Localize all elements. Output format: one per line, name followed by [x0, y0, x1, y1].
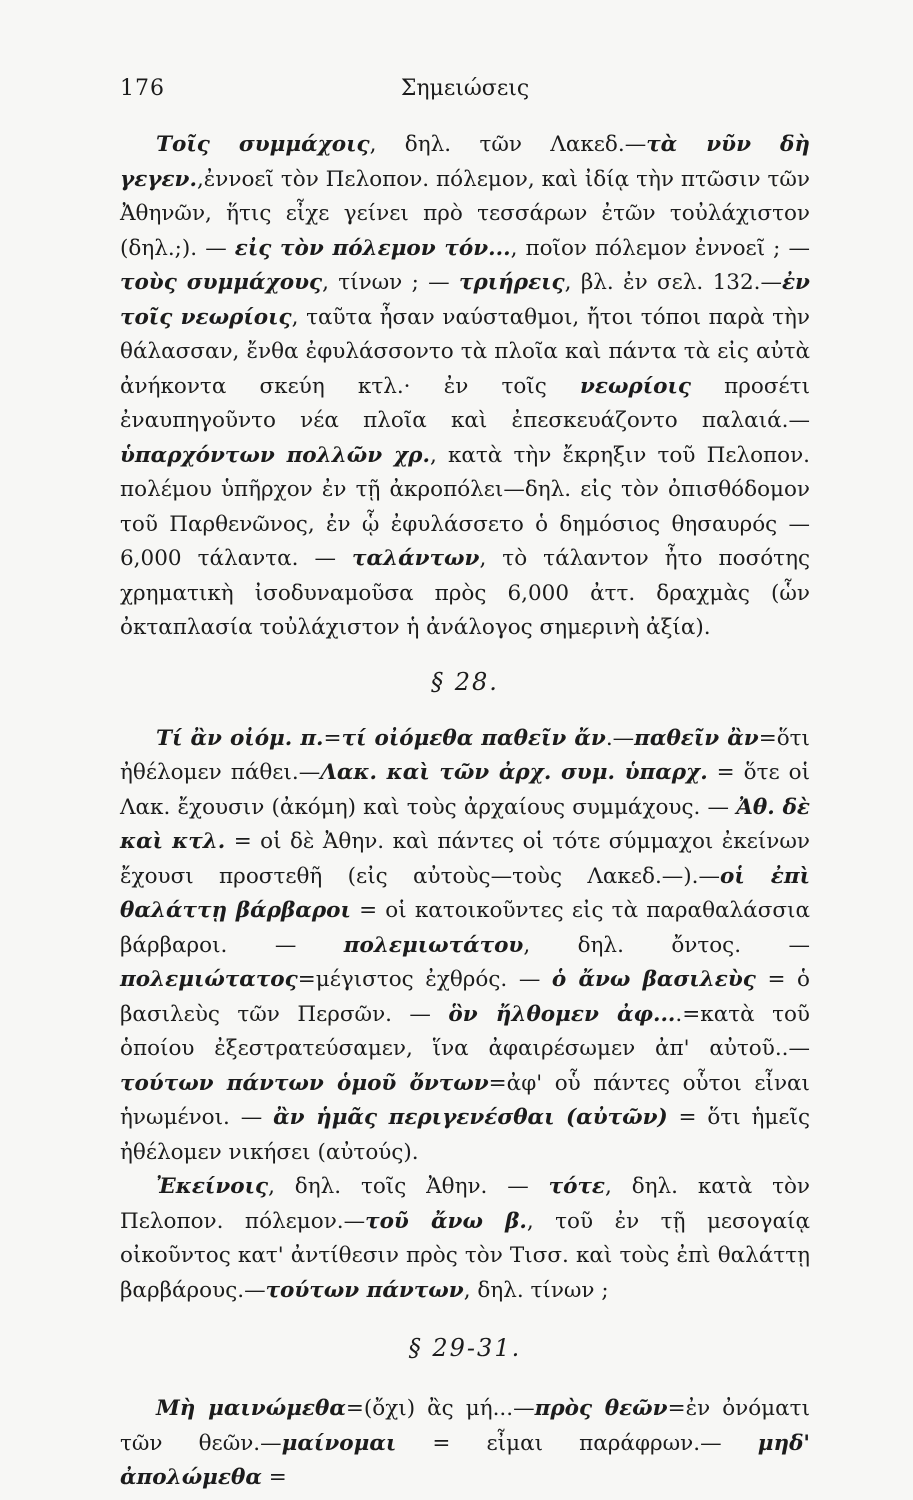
note-text: προσέτι ἐναυπηγοῦντο νέα πλοῖα καὶ ἐπεσκευάζοντο παλαιά.—	[120, 373, 810, 433]
lemma-term: Ἀθ. δὲ καὶ κτλ.	[120, 794, 811, 854]
note-text: , τίνων ; —	[322, 270, 459, 295]
note-text: = οἱ κατοικοῦντες εἰς τὰ παραθαλάσσια βάρβαροι. —	[120, 898, 810, 958]
note-text: = ὅτε οἱ Λακ. ἔχουσιν (ἀκόμη) καὶ τοὺς ἀρχαίους συμμάχους. —	[120, 760, 810, 820]
lemma-term: παθεῖν ἂν	[634, 725, 759, 751]
lemma-term: τούτων πάντων ὁμοῦ ὄντων	[120, 1070, 489, 1096]
note-text: , τὸ τάλαντον ἦτο ποσότης χρηματικὴ ἰσοδυναμοῦσα πρὸς 6,000 ἀττ. δραχμὰς (ὧν ὀκταπλασία τοὐλάχιστον ἡ ἀνάλογος σημερινὴ ἀξία).	[120, 546, 811, 640]
page-number: 176	[120, 76, 165, 101]
note-text: =(ὄχι) ἂς μή...—	[345, 1396, 535, 1421]
note-text: = ὁ βασιλεὺς τῶν Περσῶν. —	[120, 967, 810, 1027]
lemma-term: μαίνομαι	[281, 1430, 397, 1456]
note-text: =	[261, 1465, 287, 1490]
lemma-term: πολεμιώτατος	[120, 967, 298, 992]
note-text: =ὅτι ἠθέλομεν πάθει.—	[120, 725, 810, 785]
note-text: = ὅτι ἡμεῖς ἠθέλομεν νικήσει (αὐτούς).	[120, 1105, 810, 1165]
lemma-term: τούτων πάντων	[265, 1277, 464, 1303]
note-text: , τοῦ ἐν τῇ μεσογαίᾳ οἰκοῦντος κατ' ἀντίθεσιν πρὸς τὸν Τισσ. καὶ τοὺς ἐπὶ θαλάττῃ βαρβάρους.—	[120, 1208, 810, 1303]
lemma-term: εἰς τὸν πόλεμον τόν...	[234, 235, 511, 261]
note-text: = εἶμαι παράφρων.—	[396, 1430, 758, 1456]
note-text: ,ἐννοεῖ τὸν Πελοπον. πόλεμον, καὶ ἰδίᾳ τὴν πτῶσιν τῶν Ἀθηνῶν, ἥτις εἶχε γείνει πρὸ τεσσάρων ἐτῶν τοὐλάχιστον (δηλ.;). —	[120, 166, 810, 261]
note-text: .=κατὰ τοῦ ὁποίου ἐξεστρατεύσαμεν, ἵνα ἀφαιρέσωμεν ἀπ' αὐτοῦ..—	[120, 1001, 811, 1061]
note-paragraph	[120, 1392, 810, 1496]
note-text: , ποῖον πόλεμον ἐννοεῖ ; —	[510, 235, 810, 261]
lemma-term: Τοῖς συμμάχοις	[156, 132, 370, 157]
lemma-term: Τί ἂν οἰόμ. π.	[156, 725, 324, 751]
lemma-term: τότε	[548, 1174, 605, 1199]
lemma-term: μηδ' ἀπολώμεθα	[120, 1430, 810, 1490]
note-text: , βλ. ἐν σελ. 132.—	[564, 270, 782, 295]
note-text: , δηλ. ὄντος. —	[523, 932, 810, 958]
lemma-term: Μὴ μαινώμεθα	[156, 1396, 346, 1421]
lemma-term: ἐν τοῖς νεωρίοις	[120, 270, 810, 330]
note-text: =ἐν ὀνόματι τῶν θεῶν.—	[120, 1396, 810, 1456]
note-text: , κατὰ τὴν ἔκρηξιν τοῦ Πελοπον. πολέμου ὑπῆρχον ἐν τῇ ἀκροπόλει—δηλ. εἰς τὸν ὀπισθόδομον τοῦ Παρθενῶνος, ἐν ᾧ ἐφυλάσσετο ὁ δημόσιος θησαυρός — 6,000 τάλαντα. —	[120, 442, 811, 571]
page-header	[120, 76, 810, 108]
lemma-term: ταλάντων	[352, 546, 480, 571]
lemma-term: πρὸς θεῶν	[534, 1396, 668, 1421]
lemma-term: τοῦ ἄνω β.	[365, 1208, 527, 1234]
section-heading: § 28.	[431, 667, 499, 696]
lemma-term: ἂν ἡμᾶς περιγενέσθαι (αὐτῶν)	[273, 1105, 668, 1130]
note-paragraph	[120, 1170, 810, 1308]
lemma-term: Ἐκείνοις	[156, 1174, 269, 1199]
lemma-term: τριήρεις	[458, 270, 565, 295]
lemma-term: ὃν ἤλθομεν ἀφ...	[448, 1001, 676, 1027]
lemma-term: Λακ. καὶ τῶν ἀρχ. συμ. ὑπαρχ.	[320, 760, 708, 785]
lemma-term: τί οἰόμεθα παθεῖν ἄν	[341, 725, 606, 751]
lemma-term: ὑπαρχόντων πολλῶν χρ.	[120, 442, 430, 468]
note-text: = οἱ δὲ Ἀθην. καὶ πάντες οἱ τότε σύμμαχοι ἐκείνων ἔχουσι προστεθῆ (εἰς αὐτοὺς—τοὺς Λακεδ.—).—	[120, 829, 810, 889]
lemma-term: πολεμιωτάτου	[343, 932, 524, 958]
note-text: , δηλ. τίνων ;	[463, 1277, 609, 1303]
note-text: =μέγιστος ἐχθρός. —	[297, 967, 552, 992]
note-text: =ἀφ' οὗ πάντες οὗτοι εἶναι ἡνωμένοι. —	[120, 1070, 810, 1130]
section-heading: § 29-31.	[408, 1334, 522, 1362]
note-text: , ταῦτα ἦσαν ναύσταθμοι, ἤτοι τόποι παρὰ τὴν θάλασσαν, ἔνθα ἐφυλάσσοντο τὰ πλοῖα καὶ πάντα τὰ εἰς αὐτὰ ἀνήκοντα σκεύη κτλ.· ἐν τοῖς	[120, 304, 810, 399]
note-paragraph	[120, 128, 810, 646]
note-text: =	[323, 725, 342, 751]
note-text: , δηλ. κατὰ τὸν Πελοπον. πόλεμον.—	[120, 1174, 811, 1234]
running-head: Σημειώσεις	[400, 76, 530, 101]
lemma-term: οἱ ἐπὶ θαλάττῃ βάρβαροι	[120, 863, 810, 923]
lemma-term: τὰ νῦν δὴ γεγεν.	[120, 132, 810, 192]
note-paragraph	[120, 722, 810, 1171]
note-text: , δηλ. τοῖς Ἀθην. —	[268, 1174, 549, 1199]
note-text: .—	[605, 725, 635, 751]
lemma-term: νεωρίοις	[579, 373, 691, 399]
note-text: , δηλ. τῶν Λακεδ.—	[369, 132, 647, 157]
notes-body	[120, 128, 810, 1496]
lemma-term: τοὺς συμμάχους	[120, 270, 323, 295]
lemma-term: ὁ ἄνω βασιλεὺς	[551, 967, 756, 992]
